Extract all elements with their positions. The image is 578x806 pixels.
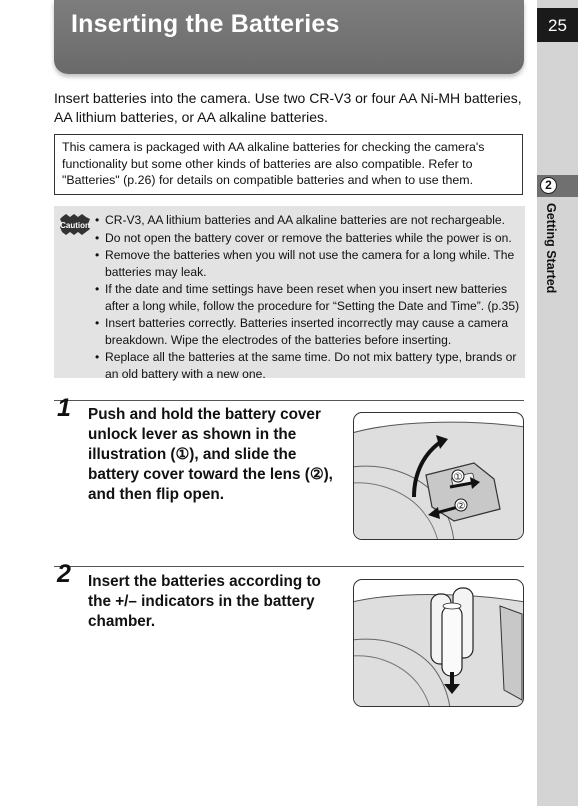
caution-item: • If the date and time settings have been reset when you insert new batteries after a long while, follow the procedure for “Setting the Date and Time”. (p.35) [93, 281, 523, 314]
caution-list [93, 212, 523, 383]
caution-icon [59, 213, 91, 236]
callout-2: ② [456, 501, 466, 512]
info-note-box: This camera is packaged with AA alkaline batteries for checking the camera's functionality but some other kinds of batteries are also compatible. Refer to "Batteries" (p.26) for details on compatible batteries and when to use them. [54, 134, 523, 195]
callout-1: ① [453, 472, 463, 483]
step-divider [54, 400, 524, 401]
page-title: Inserting the Batteries [71, 10, 340, 38]
chapter-title: Getting Started [544, 203, 558, 294]
step-divider [54, 566, 524, 567]
chapter-number: 2 [540, 177, 557, 194]
caution-item: • Replace all the batteries at the same time. Do not mix battery type, brands or an old battery with a new one. [93, 349, 523, 382]
chapter-sidebar [537, 0, 578, 806]
page-number: 25 [537, 8, 578, 42]
caution-item: • CR-V3, AA lithium batteries and AA alkaline batteries are not rechargeable. [93, 212, 523, 229]
caution-item: • Remove the batteries when you will not use the camera for a long while. The batteries may leak. [93, 247, 523, 280]
intro-paragraph: Insert batteries into the camera. Use two CR-V3 or four AA Ni-MH batteries, AA lithium batteries, or AA alkaline batteries. [54, 90, 522, 125]
step-number: 1 [57, 394, 71, 422]
step-instruction: Push and hold the battery cover unlock lever as shown in the illustration (①), and slide the battery cover toward the lens (②), and then flip open. [88, 406, 333, 503]
step-instruction: Insert the batteries according to the +/– indicators in the battery chamber. [88, 573, 321, 630]
battery-insert-illustration [353, 579, 524, 707]
caution-icon-label: Caution [60, 221, 90, 230]
caution-item: • Do not open the battery cover or remove the batteries while the power is on. [93, 230, 523, 247]
step-number: 2 [57, 560, 71, 588]
caution-item: • Insert batteries correctly. Batteries inserted incorrectly may cause a camera breakdown. Wipe the electrodes of the batteries before inserting. [93, 315, 523, 348]
title-banner [54, 0, 524, 74]
battery-cover-illustration [353, 412, 524, 540]
